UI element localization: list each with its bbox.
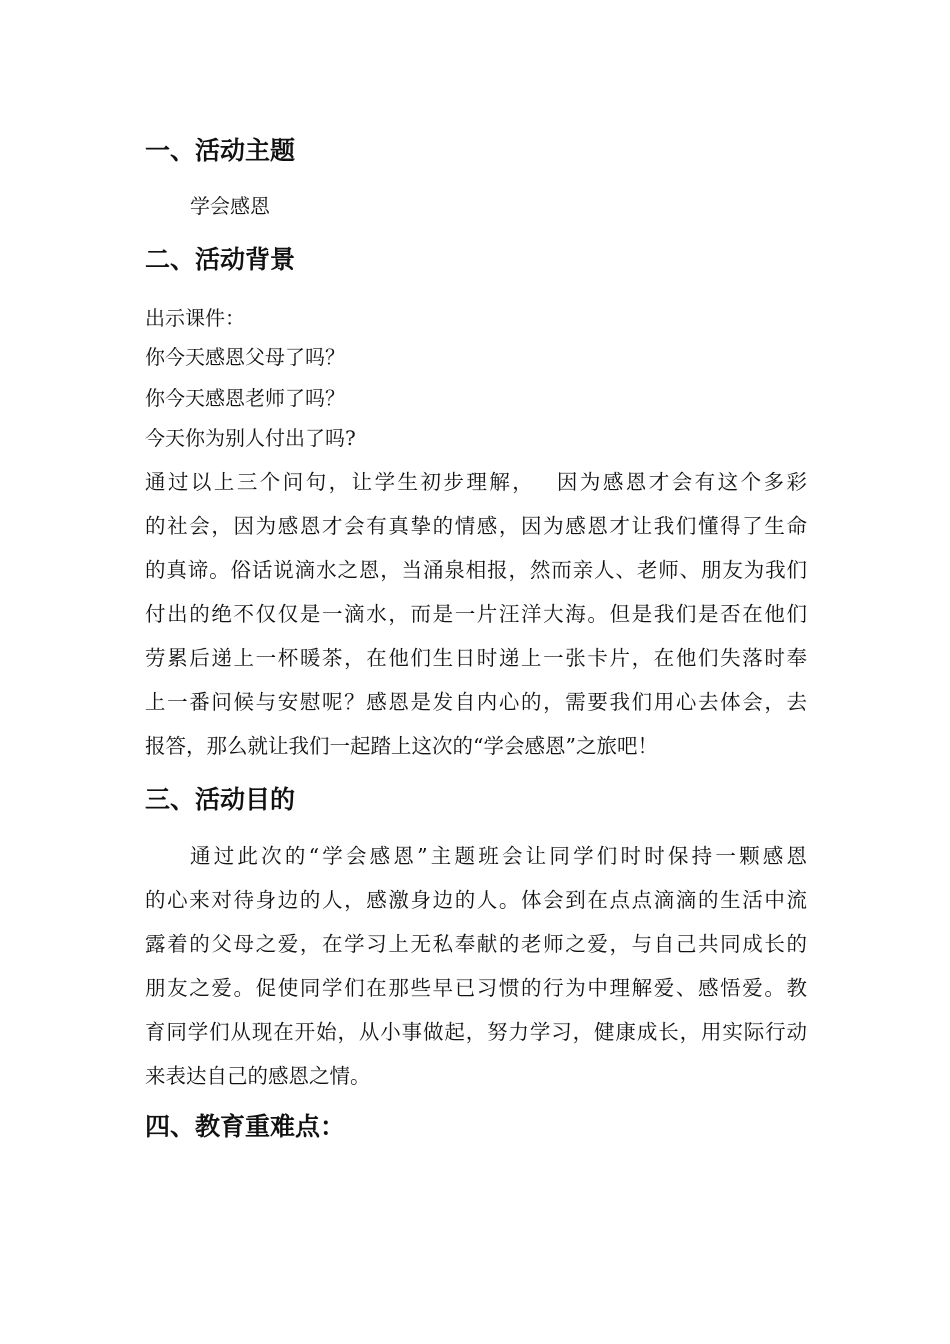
- background-line: 你今天感恩老师了吗？: [145, 386, 345, 410]
- purpose-paragraph-line: 朋友之爱。促使同学们在那些早已习惯的行为中理解爱、感悟爱。教: [145, 976, 807, 1000]
- background-paragraph-line: 的社会，因为感恩才会有真挚的情感，因为感恩才让我们懂得了生命: [145, 514, 807, 538]
- background-line: 今天你为别人付出了吗?: [145, 426, 356, 450]
- heading-education-key-points: 四、教育重难点：: [145, 1112, 346, 1141]
- purpose-paragraph-line: 通过此次的“学会感恩”主题班会让同学们时时保持一颗感恩: [190, 844, 807, 868]
- background-paragraph-line: 付出的绝不仅仅是一滴水，而是一片汪洋大海。但是我们是否在他们: [145, 602, 807, 626]
- background-line: 你今天感恩父母了吗？: [145, 345, 345, 369]
- background-paragraph-line: 报答，那么就让我们一起踏上这次的“学会感恩”之旅吧！: [145, 734, 658, 758]
- purpose-paragraph-line: 来表达自己的感恩之情。: [145, 1064, 371, 1088]
- purpose-paragraph-line: 育同学们从现在开始，从小事做起，努力学习，健康成长，用实际行动: [145, 1020, 807, 1044]
- heading-activity-theme: 一、活动主题: [145, 136, 296, 165]
- purpose-paragraph-line: 的心来对待身边的人，感激身边的人。体会到在点点滴滴的生活中流: [145, 888, 807, 912]
- background-paragraph-line: 的真谛。俗话说滴水之恩，当涌泉相报，然而亲人、老师、朋友为我们: [145, 558, 807, 582]
- purpose-paragraph-line: 露着的父母之爱，在学习上无私奉献的老师之爱，与自己共同成长的: [145, 932, 807, 956]
- background-paragraph-line: 上一番问候与安慰呢？感恩是发自内心的，需要我们用心去体会，去: [145, 690, 807, 714]
- theme-text: 学会感恩: [190, 194, 270, 218]
- background-paragraph-line: 通过以上三个问句，让学生初步理解， 因为感恩才会有这个多彩: [145, 470, 807, 494]
- heading-activity-background: 二、活动背景: [145, 245, 296, 274]
- background-paragraph-line: 劳累后递上一杯暖茶，在他们生日时递上一张卡片，在他们失落时奉: [145, 646, 807, 670]
- background-line: 出示课件：: [145, 306, 245, 330]
- heading-activity-purpose: 三、活动目的: [145, 785, 296, 814]
